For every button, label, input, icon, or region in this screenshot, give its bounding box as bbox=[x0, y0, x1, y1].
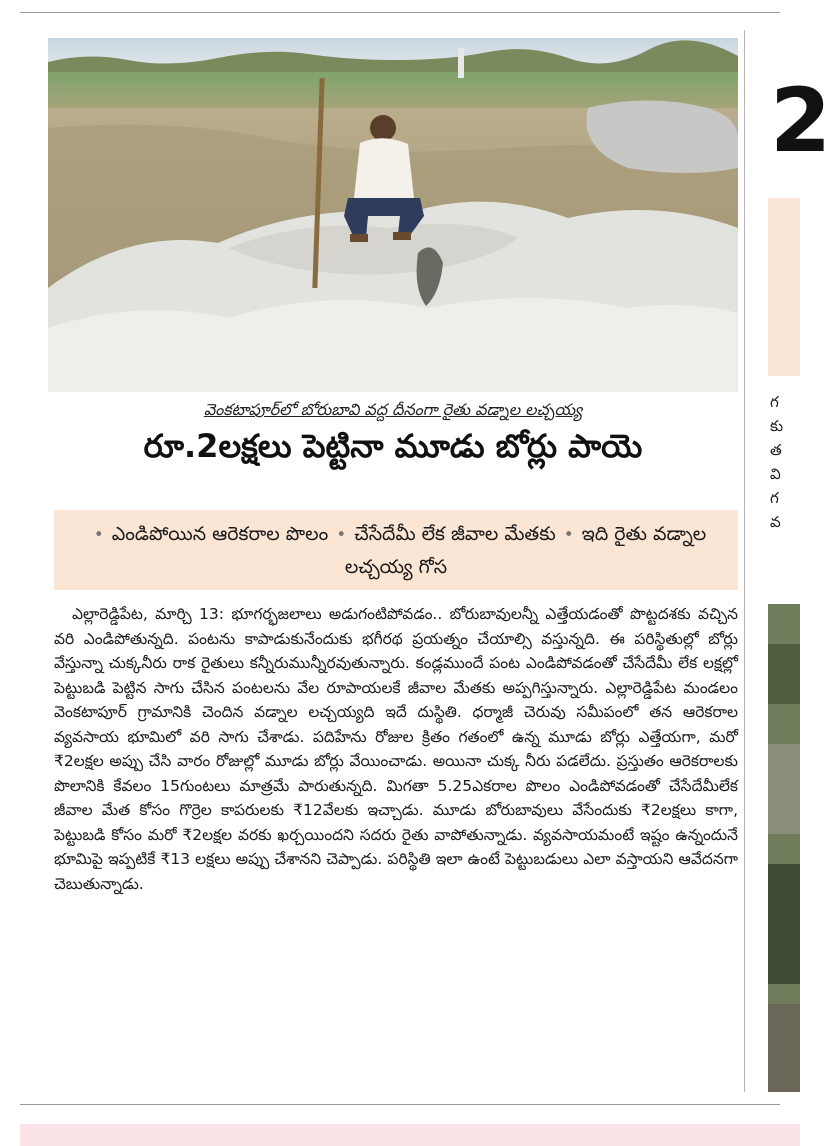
next-article-photo bbox=[768, 604, 800, 1092]
snippet-line: గ bbox=[770, 393, 779, 411]
snippet-line: వ bbox=[770, 513, 781, 531]
bullet-dot: • bbox=[336, 525, 347, 545]
column-divider bbox=[744, 30, 745, 1092]
photo-caption bbox=[48, 400, 738, 423]
next-article-headline-fragment: 2 bbox=[770, 69, 831, 172]
deck-point-1: ఎండిపోయిన ఆరెకరాల పొలం bbox=[111, 523, 329, 545]
snippet-line: గ bbox=[770, 489, 779, 507]
snippet-line: వి bbox=[770, 465, 781, 483]
bullet-dot: • bbox=[93, 525, 104, 545]
snippet-line: కు bbox=[770, 417, 784, 435]
bottom-band bbox=[20, 1124, 800, 1146]
snippet-line: త bbox=[770, 441, 782, 459]
article-deck bbox=[54, 510, 738, 590]
bottom-rule bbox=[20, 1104, 780, 1105]
bullet-dot: • bbox=[563, 525, 574, 545]
deck-point-2: చేసేదేమీ లేక జీవాల మేతకు bbox=[354, 523, 556, 545]
article-headline: రూ.2లక్షలు పెట్టినా మూడు బోర్లు పాయె bbox=[143, 427, 643, 465]
next-article-deck-box bbox=[768, 198, 800, 376]
deck-point-3: ఇది రైతు వడ్నాల లచ్చయ్య గోస bbox=[344, 523, 707, 578]
photo-caption-text: వెంకటాపూర్‌లో బోరుబావి వద్ద దీనంగా రైతు వడ్నాల లచ్చయ్య bbox=[203, 400, 583, 419]
next-article-text-fragment bbox=[770, 390, 800, 534]
top-rule bbox=[20, 12, 780, 13]
article-body: ఎల్లారెడ్డిపేట, మార్చి 13: భూగర్భజలాలు అడుగంటిపోవడం.. బోరుబావులన్నీ ఎత్తేయడంతో పొట్టదశకు వచ్చిన వరి ఎండిపోతున్నది. పంటను కాపాడుకునేందుకు భగీరథ ప్రయత్నం చేయాల్సి వస్తున్నది. ఈ పరిస్థితుల్లో బోర్లు వేస్తున్నా చుక్కనీరు రాక రైతులు కన్నీరుమున్నీరవుతున్నారు. కండ్లముందే పంట ఎండిపోవడంతో చేసేదేమీ లేక లక్షల్లో పెట్టుబడి పెట్టిన సాగు చేసిన పంటలను వేల రూపాయలకే జీవాల మేతకు అప్పగిస్తున్నారు. ఎల్లారెడ్డిపేట మండలం వెంకటాపూర్ గ్రామానికి చెందిన వడ్నాల లచ్చయ్యది ఇదే దుస్థితి. ధర్మాజీ చెరువు సమీపంలో తన ఆరెకరాల వ్యవసాయ భూమిలో వరి సాగు చేశాడు. పదిహేను రోజుల క్రితం గతంలో ఉన్న మూడు బోర్లు ఎత్తేయగా, మరో ₹2లక్షల అప్పు చేసి వారం రోజుల్లో మూడు బోర్లు వేయించాడు. అయినా చుక్క నీరు పడలేదు. ప్రస్తుతం ఆరెకరాలకు పొలానికి కేవలం 15గుంటలు మాత్రమే పారుతున్నది. మిగతా 5.25ఎకరాల పొలం ఎండిపోవడంతో చేసేదేమీలేక జీవాల మేత కోసం గొర్రెల కాపరులకు ₹12వేలకు ఇచ్చాడు. మూడు బోరుబావులు వేసేందుకు ₹2లక్షలు కాగా, పెట్టుబడి కోసం మరో ₹2లక్షల వరకు ఖర్చయిందని సదరు రైతు వాపోతున్నాడు. వ్యవసాయమంటే ఇష్టం ఉన్నందునే భూమిపై ఇప్పటికే ₹13 లక్షలు అప్పు చేశానని చెప్పాడు. పరిస్థితి ఇలా ఉంటే పెట్టుబడులు ఎలా వస్తాయని ఆవేదనగా చెబుతున్నాడు. bbox=[54, 605, 738, 893]
article-photo bbox=[48, 38, 738, 392]
